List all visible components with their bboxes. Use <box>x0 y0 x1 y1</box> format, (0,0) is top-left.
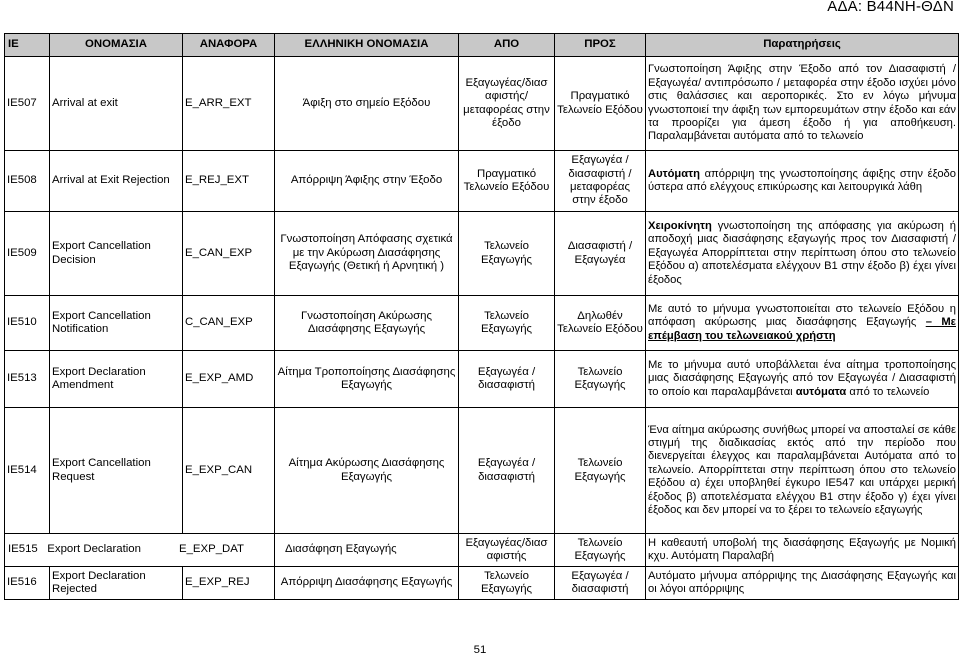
notes-text: γνωστοποίηση της απόφασης για ακύρωση ή αποδοχή μιας διασάφησης εξαγωγής προς τον Διασαφιστή /Εξαγωγέα Απορρίπτεται στην περίπτωση όπου στο τελωνείο Εξόδου α) αποτελέσματα ελέγχουν Β1 στην έξοδο β) έχει γίνει έξοδος <box>648 219 956 286</box>
cell-ie: IE515 <box>8 543 38 556</box>
cell-greek-name: Διασάφηση Εξαγωγής <box>275 534 459 567</box>
cell-ie: IE508 <box>5 151 50 212</box>
cell-ie: IE516 <box>5 567 50 600</box>
cell-ref: E_EXP_REJ <box>183 567 275 600</box>
cell-to: Τελωνείο Εξαγωγής <box>555 408 646 534</box>
notes-text: απόρριψη της γνωστοποίησης άφιξης στην έξοδο ύστερα από ελέγχους επικύρωσης και λειτουργικά λάθη <box>648 167 957 193</box>
cell-notes: Αυτόματο μήνυμα απόρριψης της Διασάφησης Εξαγωγής και οι λόγοι απόρριψης <box>646 567 959 600</box>
cell-from: Εξαγωγέας/διασ αφιστής/ μεταφορέας στην έξοδο <box>459 57 555 151</box>
notes-text: Με το μήνυμα αυτό υποβάλλεται ένα αίτημα τροποποίησης μιας διασάφησης Εξαγωγής από τον Εξαγωγέα / Διασαφιστή το οποίο και παραλαμβάνεται <box>648 358 956 398</box>
cell-greek-name: Γνωστοποίηση Απόφασης σχετικά με την Ακύρωση Διασάφησης Εξαγωγής (Θετική ή Αρνητική ) <box>275 212 459 296</box>
header-to: ΠΡΟΣ <box>555 34 646 57</box>
cell-ie: IE510 <box>5 296 50 351</box>
cell-merged-ie-name-ref <box>5 534 275 567</box>
table-row <box>5 351 959 408</box>
cell-notes <box>646 351 959 408</box>
cell-name: Export Cancellation Request <box>50 408 183 534</box>
notes-bold: Χειροκίνητη <box>648 219 712 232</box>
cell-name: Export Declaration Rejected <box>50 567 183 600</box>
header-greek-name: ΕΛΛΗΝΙΚΗ ΟΝΟΜΑΣΙΑ <box>275 34 459 57</box>
notes-bold: αυτόματα <box>795 385 847 398</box>
cell-from: Εξαγωγέα /διασαφιστή <box>459 351 555 408</box>
cell-name: Arrival at Exit Rejection <box>50 151 183 212</box>
cell-name: Export Cancellation Notification <box>50 296 183 351</box>
cell-ref: E_CAN_EXP <box>183 212 275 296</box>
cell-greek-name: Αίτημα Ακύρωσης Διασάφησης Εξαγωγής <box>275 408 459 534</box>
table-row <box>5 408 959 534</box>
cell-from: Τελωνείο Εξαγωγής <box>459 212 555 296</box>
header-notes: Παρατηρήσεις <box>646 34 959 57</box>
cell-ref: E_EXP_DAT <box>178 543 244 556</box>
header-ref: ΑΝΑΦΟΡΑ <box>183 34 275 57</box>
cell-ref: E_EXP_CAN <box>183 408 275 534</box>
table-row <box>5 296 959 351</box>
cell-to: Εξαγωγέα /διασαφιστή <box>555 567 646 600</box>
cell-greek-name: Απόρριψη Άφιξης στην Έξοδο <box>275 151 459 212</box>
cell-notes: Ένα αίτημα ακύρωσης συνήθως μπορεί να αποσταλεί σε κάθε στιγμή της διαδικασίας εκτός από την περίοδο που διενεργείται έλεγχος και παραλαμβάνεται Αυτόματα από το τελωνείο. Απορρίπτεται στην περίπτωση όπου στο τελωνείο Εξόδου α) έχει υποβληθεί έγκυρο ΙΕ547 και υπάρχει μερική έξοδος β) αποτελέσματα ελέγχου Β1 στην έξοδο γ) έχει γίνει έξοδος και δεν μπορεί να το ξέρει το τελωνείο εξαγωγής <box>646 408 959 534</box>
table-row <box>5 57 959 151</box>
cell-from: Εξαγωγέα /διασαφιστή <box>459 408 555 534</box>
cell-name: Export Declaration Amendment <box>50 351 183 408</box>
cell-from: Πραγματικό Τελωνείο Εξόδου <box>459 151 555 212</box>
cell-ie: IE513 <box>5 351 50 408</box>
header-from: ΑΠΟ <box>459 34 555 57</box>
cell-greek-name: Αίτημα Τροποποίησης Διασάφησης Εξαγωγής <box>275 351 459 408</box>
cell-ie: IE507 <box>5 57 50 151</box>
table-row <box>5 534 959 567</box>
table-row <box>5 151 959 212</box>
cell-from: Τελωνείο Εξαγωγής <box>459 296 555 351</box>
cell-to: Πραγματικό Τελωνείο Εξόδου <box>555 57 646 151</box>
cell-to: Τελωνείο Εξαγωγής <box>555 351 646 408</box>
table-row <box>5 212 959 296</box>
cell-from: Τελωνείο Εξαγωγής <box>459 567 555 600</box>
table-row <box>5 567 959 600</box>
cell-to: Εξαγωγέα /διασαφιστή /μεταφορέας στην έξοδο <box>555 151 646 212</box>
header-ie: IE <box>5 34 50 57</box>
cell-ref: E_REJ_EXT <box>183 151 275 212</box>
cell-greek-name: Άφιξη στο σημείο Εξόδου <box>275 57 459 151</box>
cell-name: Export Declaration <box>47 543 141 556</box>
cell-to: Δηλωθέν Τελωνείο Εξόδου <box>555 296 646 351</box>
cell-notes <box>646 151 959 212</box>
cell-ref: C_CAN_EXP <box>183 296 275 351</box>
cell-name: Export Cancellation Decision <box>50 212 183 296</box>
notes-bold: Αυτόματη <box>648 167 700 180</box>
cell-from: Εξαγωγέας/διασ αφιστής <box>459 534 555 567</box>
cell-greek-name: Γνωστοποίηση Ακύρωσης Διασάφησης Εξαγωγής <box>275 296 459 351</box>
cell-to: Τελωνείο Εξαγωγής <box>555 534 646 567</box>
cell-notes <box>646 212 959 296</box>
cell-ref: E_ARR_EXT <box>183 57 275 151</box>
notes-text: Με αυτό το μήνυμα γνωστοποιείται στο τελωνείο Εξόδου η απόφαση ακύρωσης μιας διασάφησης Εξαγωγής <box>648 302 956 329</box>
page-number: 51 <box>473 644 487 656</box>
header-name: ΟΝΟΜΑΣΙΑ <box>50 34 183 57</box>
cell-notes: Η καθεαυτή υποβολή της διασάφησης Εξαγωγής με Νομική κχυ. Αυτόματη Παραλαβή <box>646 534 959 567</box>
cell-ie: IE509 <box>5 212 50 296</box>
cell-notes: Γνωστοποίηση Άφιξης στην Έξοδο από τον Διασαφιστή / Εξαγωγέα/ αντιπρόσωπο / μεταφορέα στην έξοδο ισχύει μόνο στις θαλάσσιες και αεροπορικές. Στο εν λόγω μήνυμα γνωστοποιεί την άφιξη των εμπορευμάτων στην έξοδο και εάν τα προορίζει για άμεση έξοδο ή για αποθήκευση. Παραλαμβάνεται αυτόματα από το τελωνείο <box>646 57 959 151</box>
header-row <box>5 34 959 57</box>
ada-code: ΑΔΑ: Β44ΝΗ-ΘΔΝ <box>827 0 954 15</box>
cell-ref: E_EXP_AMD <box>183 351 275 408</box>
cell-notes <box>646 296 959 351</box>
cell-name: Arrival at exit <box>50 57 183 151</box>
notes-text-end: από το τελωνείο <box>849 385 930 398</box>
notes-bold: – Με επέμβαση του τελωνειακού χρήστη <box>648 316 956 342</box>
cell-to: Διασαφιστή /Εξαγωγέα <box>555 212 646 296</box>
cell-ie: IE514 <box>5 408 50 534</box>
cell-greek-name: Απόρριψη Διασάφησης Εξαγωγής <box>275 567 459 600</box>
messages-table <box>4 33 959 600</box>
